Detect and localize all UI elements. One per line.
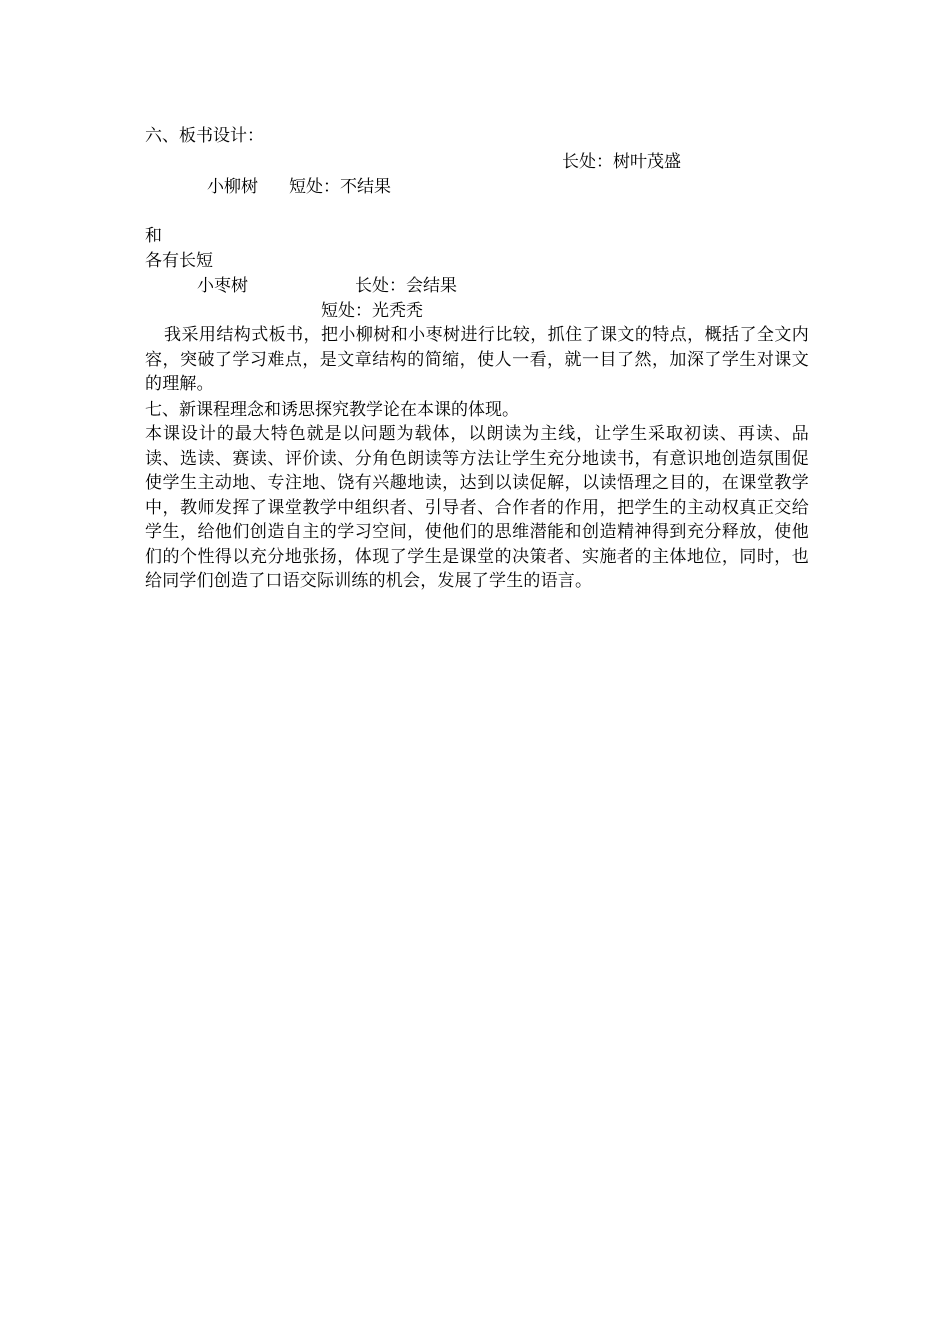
board-summary: 各有长短: [145, 251, 213, 271]
willow-weakness: 短处：不结果: [289, 177, 391, 197]
jujube-weakness: 短处：光秃秃: [321, 301, 423, 321]
willow-name: 小柳树: [207, 177, 258, 197]
board-and: 和: [145, 226, 162, 246]
jujube-name: 小枣树: [197, 276, 248, 296]
willow-strength: 长处：树叶茂盛: [562, 152, 681, 172]
board-explanation: 我采用结构式板书，把小柳树和小枣树进行比较，抓住了课文的特点，概括了全文内容，突破了学习难点，是文章结构的简缩，使人一看，就一目了然，加深了学生对课文的理解。: [145, 325, 809, 394]
section6-heading: 六、板书设计：: [145, 126, 264, 146]
jujube-strength: 长处：会结果: [355, 276, 457, 296]
section7-body: 本课设计的最大特色就是以问题为载体，以朗读为主线，让学生采取初读、再读、品读、选读、赛读、评价读、分角色朗读等方法让学生充分地读书，有意识地创造氛围促使学生主动地、专注地、饶有兴趣地读，达到以读促解，以读悟理之目的，在课堂教学中，教师发挥了课堂教学中组织者、引导者、合作者的作用，把学生的主动权真正交给学生，给他们创造自主的学习空间，使他们的思维潜能和创造精神得到充分释放，使他们的个性得以充分地张扬，体现了学生是课堂的决策者、实施者的主体地位，同时，也给同学们创造了口语交际训练的机会，发展了学生的语言。: [145, 424, 809, 591]
section7-heading: 七、新课程理念和诱思探究教学论在本课的体现。: [145, 400, 519, 420]
